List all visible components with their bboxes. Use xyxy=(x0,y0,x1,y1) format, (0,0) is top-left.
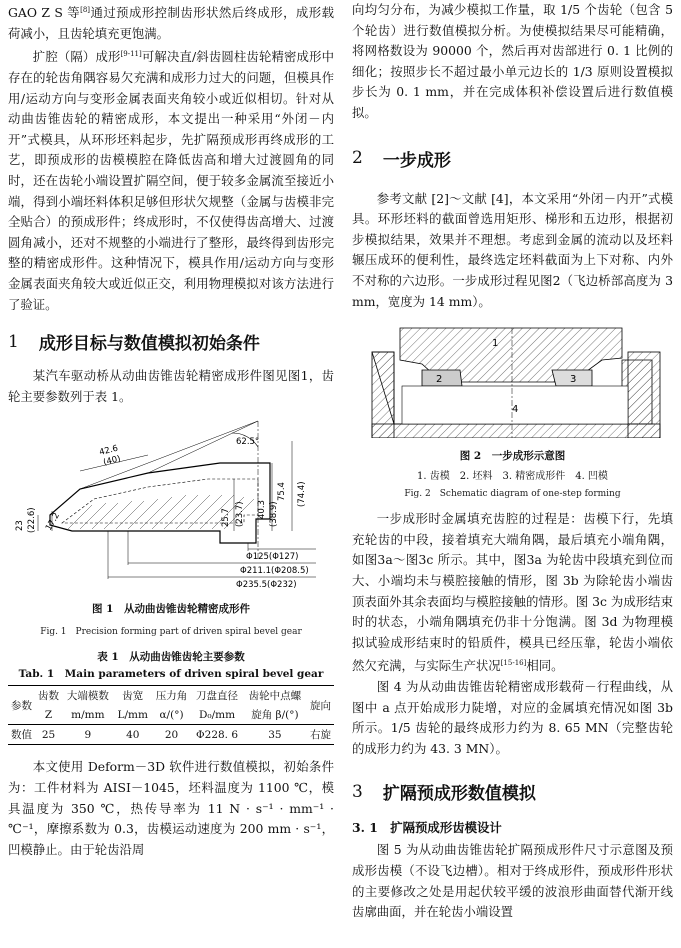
table-1-title-en: Tab. 1 Main parameters of driven spiral bevel gear xyxy=(18,668,324,681)
figure-1-caption-en: Fig. 1 Precision forming part of driven spiral bevel gear xyxy=(40,627,302,638)
section-2-heading: 2 一步成形 xyxy=(352,148,451,171)
dim-d235: Φ235.5(Φ232) xyxy=(236,580,297,591)
label-part: 3 xyxy=(570,374,577,386)
section-2-paragraph-c: 图 4 为从动曲齿锥齿轮精密成形载荷－行程曲线，从图中 a 点开始成形力陡增，对应的金属填充情况如图 3b 所示。1/5 齿轮的最终成形力约为 8. 65 MN（完整齿轮的成形力约为 43. 3 MN）。 xyxy=(352,679,673,756)
figure-2-legend: 1. 齿模 2. 坯料 3. 精密成形件 4. 凹模 xyxy=(417,471,608,483)
section-1-paragraph-b: 本文使用 Deform－3D 软件进行数值模拟，初始条件为：工件材料为 AISI－1045，坯料温度为 1100 ℃，模具温度为 350 ℃，热传导率为 11 N · s⁻¹ · mm⁻¹ · ℃⁻¹，摩擦系数为 0.3，齿模运动速度为 200 mm · s⁻¹，凹模静止。由于轮齿沿周 xyxy=(8,759,334,857)
figure-2-caption-zh: 图 2 一步成形示意图 xyxy=(459,450,566,463)
figure-2 xyxy=(352,320,673,442)
table-1 xyxy=(8,685,334,745)
subsection-3-1-heading: 3. 1 扩隔预成形齿模设计 xyxy=(352,820,502,836)
dim-40-3: 40.3 xyxy=(257,500,267,520)
intro-paragraph-2: 扩腔（隔）成形[9-11]可解决直/斜齿圆柱齿轮精密成形中存在的轮齿角隅容易欠充满和成形力过大的问题，但模具作用/运动方向与变形金属表面夹角较小或近似相切。针对从动曲齿锥齿轮的精密成形，本文提出一种采用“外闭－内开”式模具，从环形坯料起步，先扩隔预成形再终成形的工艺，即预成形的齿模模腔在降低齿高和增大过渡圆角的同时，还在齿轮小端设置扩隔空间，便于较多金属流至接近小端，得到小端坯料体积足够但形状欠规整（金属与齿模非完全贴合）的预成形件；终成形时，不仅使得齿高增大、过渡圆角减小，还对不规整的小端进行了整形，最终得到齿形完整的精密成形件。这种情况下，模具作用/运动方向与变形金属表面夹角较大或近似正交，利用物理模拟对该方法进行了验证。 xyxy=(8,49,334,312)
dim-d211: Φ211.1(Φ208.5) xyxy=(240,566,309,577)
figure-1 xyxy=(8,411,334,599)
label-die: 4 xyxy=(512,404,519,416)
left-column xyxy=(8,0,334,860)
dim-d125: Φ125(Φ127) xyxy=(246,552,299,563)
figure-1-caption-zh: 图 1 从动曲齿锥齿轮精密成形件 xyxy=(92,603,250,616)
table-1-title-zh: 表 1 从动曲齿锥齿轮主要参数 xyxy=(97,651,245,664)
section-1-paragraph: 某汽车驱动桥从动曲齿锥齿轮精密成形件图见图1，齿轮主要参数列于表 1。 xyxy=(8,368,334,404)
section-3-heading: 3 扩隔预成形数值模拟 xyxy=(352,781,536,805)
section-2-paragraph: 参考文献 [2]～文献 [4]，本文采用“外闭－内开”式模具。环形坯料的截面曾选用矩形、梯形和五边形，根据初步模拟结果，效果并不理想。考虑到金属的流动以及坯料辗压成环的便利性，最终选定坯料截面为上下对称、内外不对称的六边形。一步成形过程见图2（飞边桥部高度为 3 mm，宽度为 14 mm）。 xyxy=(352,190,673,309)
table-header-row-2: Z m/mm L/mm α/(°) D₀/mm 旋角 β/(°) xyxy=(8,705,334,725)
table-value-row: 数值 25 9 40 20 Φ228. 6 35 右旋 xyxy=(8,725,334,745)
dim-75-4: 75.4 xyxy=(277,482,287,502)
dim-17-2: 17.2 xyxy=(43,511,63,533)
right-column xyxy=(352,0,673,923)
dim-23-7: (23.7) xyxy=(235,501,245,528)
intro-paragraph-1: GAO Z S 等[8]通过预成形控制齿形状然后终成形，成形载荷减小，且齿轮填充更饱满。 xyxy=(8,5,334,41)
dim-22-6: (22.6) xyxy=(27,507,37,534)
dim-74-4: (74.4) xyxy=(297,481,307,508)
dim-25-7: 25.7 xyxy=(221,508,231,528)
dim-angle: 62.5° xyxy=(236,437,260,448)
label-blank: 2 xyxy=(436,374,443,386)
gear-section-drawing xyxy=(8,411,334,599)
right-top-paragraph: 向均匀分布，为减少模拟工作量，取 1/5 个齿轮（包含 5 个轮齿）进行数值模拟分析。为使模拟结果尽可能精确，将网格数设为 90000 个，然后再对齿部进行 0. 1 比例的细化；按照步长不超过最小单元边长的 1/3 原则设置模拟步长为 0. 1 mm，并在完成体积补偿设置后进行数值模拟。 xyxy=(352,2,673,120)
table-header-row-1: 参数 齿数 大端模数 齿宽 压力角 刀盘直径 齿轮中点螺 旋向 xyxy=(8,686,334,706)
section-1-heading: 1 成形目标与数值模拟初始条件 xyxy=(8,331,260,355)
figure-2-caption-en: Fig. 2 Schematic diagram of one-step forming xyxy=(404,489,621,500)
label-punch: 1 xyxy=(492,338,499,350)
dim-23: 23 xyxy=(15,520,25,532)
section-2-paragraph-b: 一步成形时金属填充齿腔的过程是：齿模下行，先填充轮齿的中段，接着填充大端角隅，最后填充小端角隅，如图3a～图3c 所示。其中，图3a 为轮齿中段填充到位而大、小端均未与模腔接触的情形，图 3b 为除轮齿小端齿顶表面外其余表面均与模腔接触的情形。图 3c 为成形结束时的状态，小端角隅填充仍非十分饱满。图 3d 为物理模拟试验成形结束时的铅质件，模具已经压靠，轮齿小端依然欠充满，与实际生产状况[15-16]相同。 xyxy=(352,511,673,674)
dim-38-9: (38.9) xyxy=(269,501,279,528)
one-step-forming-drawing xyxy=(352,320,673,438)
subsection-3-1-paragraph: 图 5 为从动曲齿锥齿轮扩隔预成形件尺寸示意图及预成形齿模（不设飞边槽）。相对于终成形件，预成形件形状的主要修改之处是用起伏较平缓的波浪形曲面替代渐开线齿廓曲面，并在轮齿小端设置 xyxy=(352,842,673,920)
dim-40: (40) xyxy=(102,454,122,469)
dim-42-6: 42.6 xyxy=(98,443,120,459)
